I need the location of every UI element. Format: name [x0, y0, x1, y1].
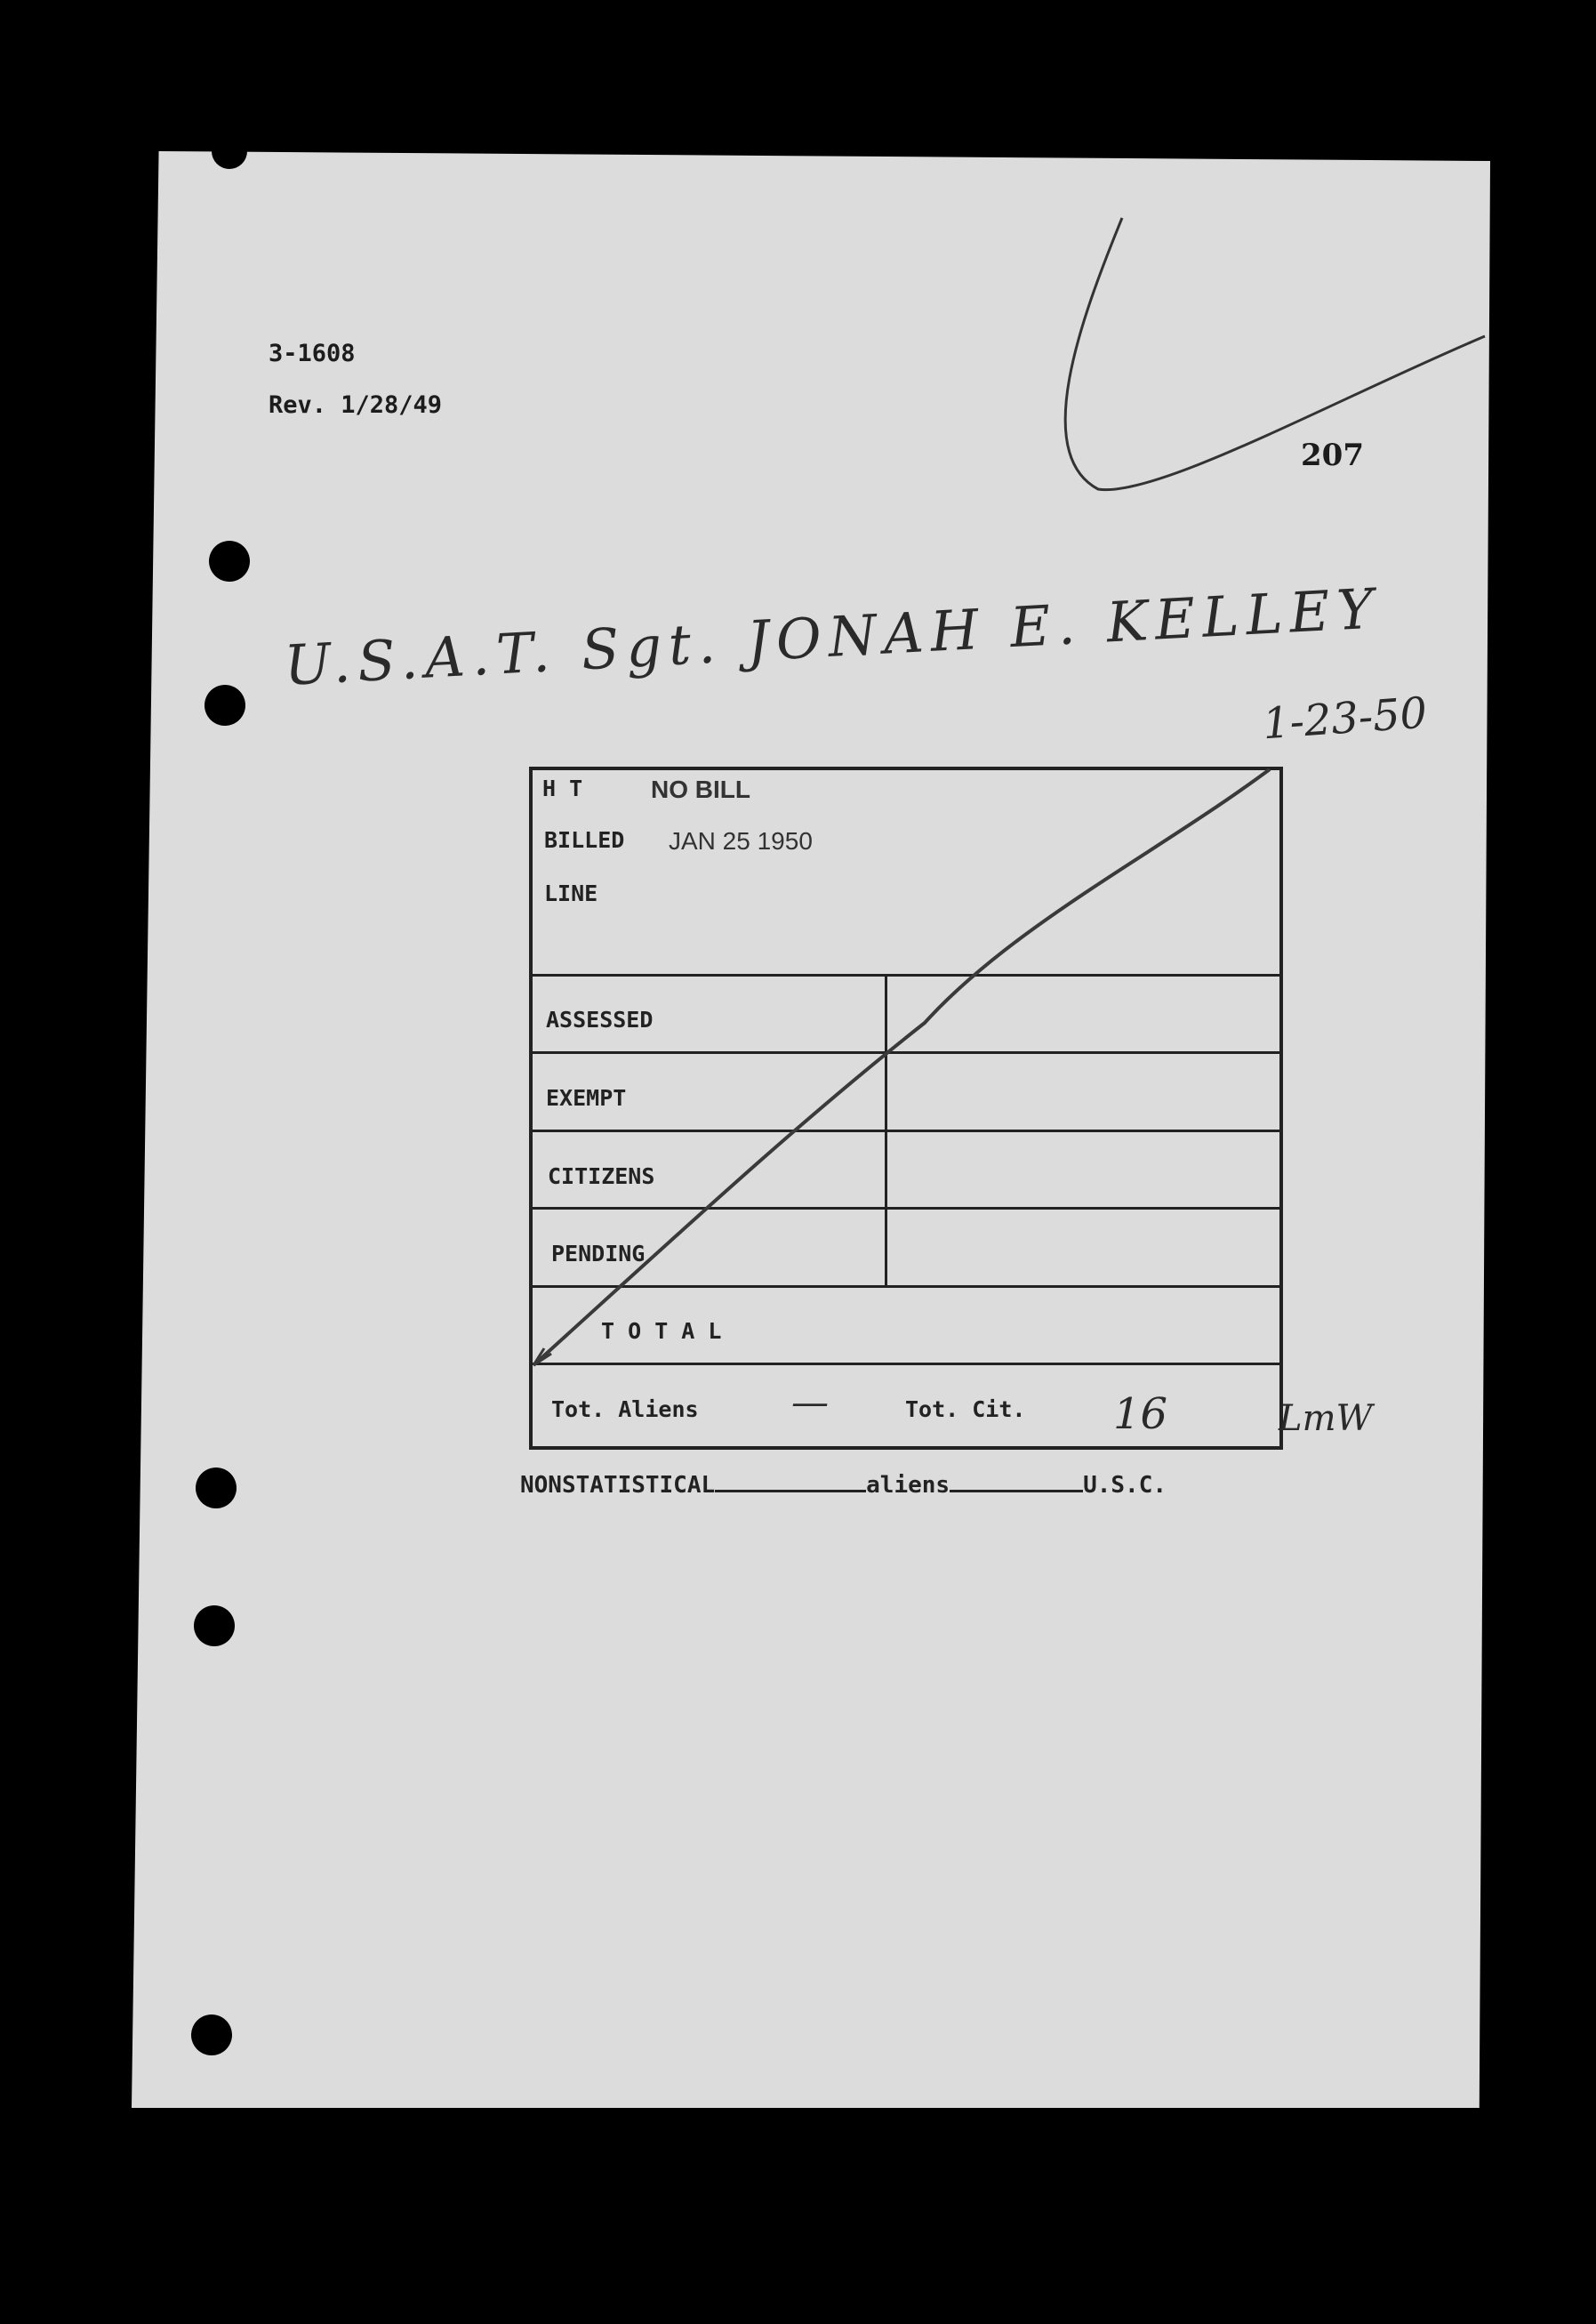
usc-label: U.S.C. — [1083, 1472, 1167, 1499]
tot-aliens-label: Tot. Aliens — [551, 1396, 699, 1422]
ht-label: H T — [542, 776, 583, 801]
form-revision: Rev. 1/28/49 — [269, 391, 443, 419]
form-number: 3-1608 — [269, 340, 356, 367]
voyage-date-handwritten: 1-23-50 — [1261, 688, 1429, 750]
aliens-blank — [950, 1481, 1083, 1492]
citizens-label: CITIZENS — [548, 1163, 655, 1189]
vessel-name-handwritten: U.S.A.T. Sgt. JONAH E. KELLEY — [283, 575, 1383, 698]
assessed-label: ASSESSED — [546, 1007, 654, 1033]
billed-label: BILLED — [544, 827, 625, 853]
initials-handwritten: LmW — [1279, 1398, 1373, 1439]
pending-label: PENDING — [551, 1241, 646, 1267]
page-number: 207 — [1301, 438, 1364, 473]
nonstatistical-blank — [715, 1481, 866, 1492]
line-label: LINE — [544, 881, 598, 906]
total-label: T O T A L — [601, 1318, 722, 1344]
nonstatistical-line — [520, 1472, 1167, 1499]
no-bill-stamp: NO BILL — [651, 776, 750, 803]
tot-aliens-value: — — [791, 1380, 829, 1424]
tot-cit-label: Tot. Cit. — [905, 1396, 1026, 1422]
billed-date-stamp: JAN 25 1950 — [669, 827, 813, 855]
tot-cit-value: 16 — [1113, 1389, 1168, 1439]
aliens-label: aliens — [866, 1472, 950, 1499]
exempt-label: EXEMPT — [546, 1085, 627, 1111]
nonstatistical-label: NONSTATISTICAL — [520, 1472, 716, 1499]
